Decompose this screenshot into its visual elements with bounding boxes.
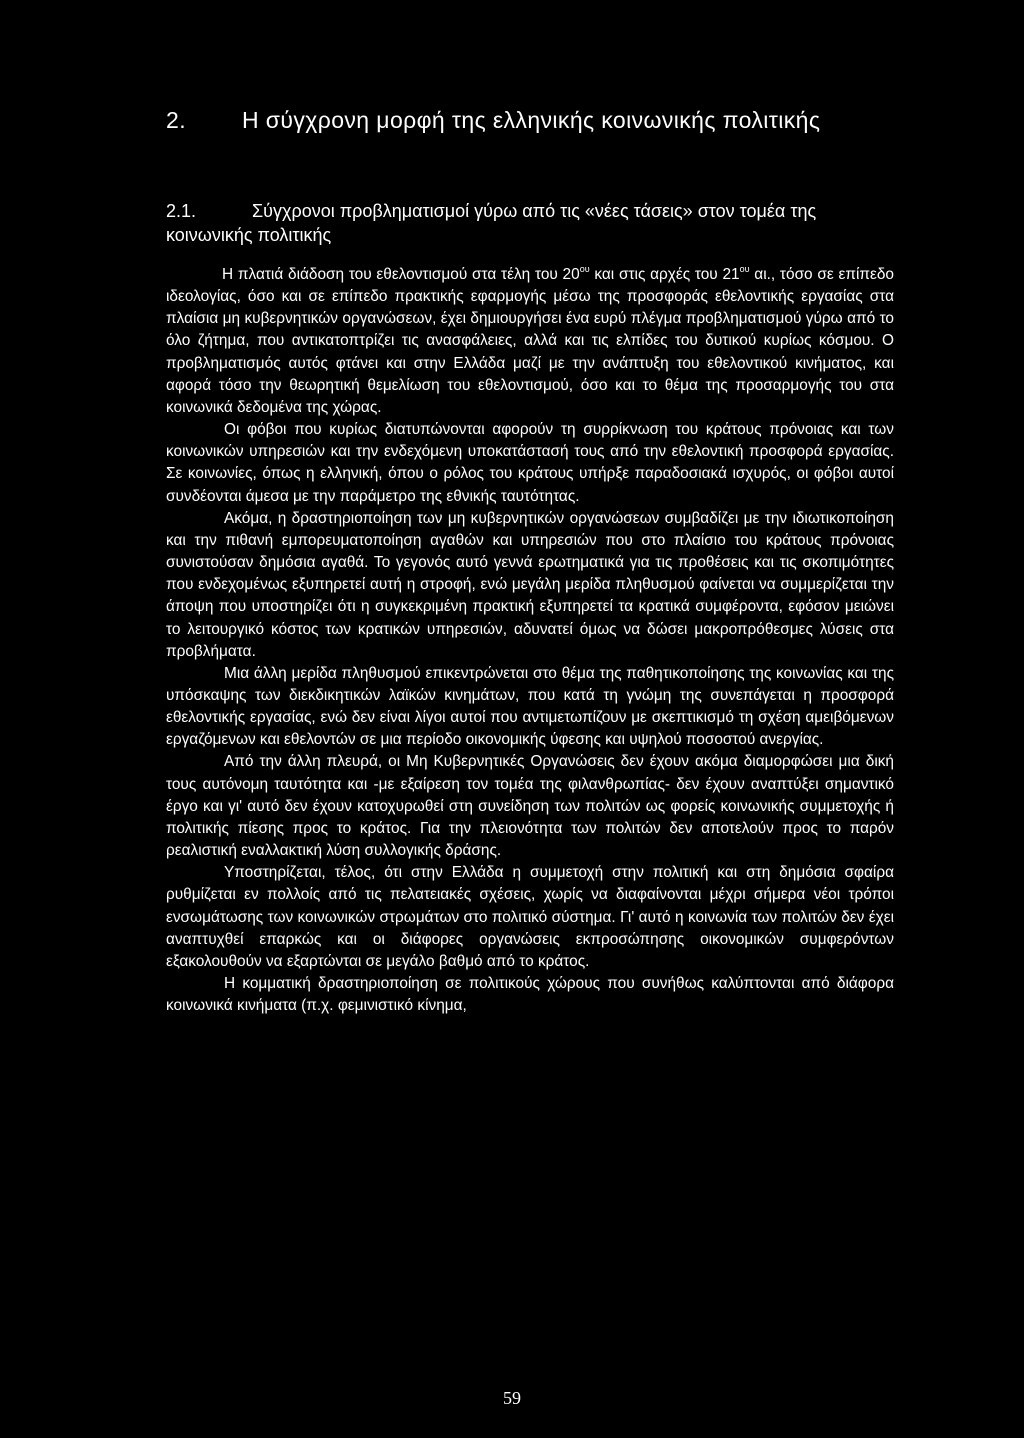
subsection-heading bbox=[166, 199, 896, 247]
subsection-number: 2.1. bbox=[166, 201, 197, 221]
paragraph-1-text-c: αι., τόσο σε επίπεδο ιδεολογίας, όσο και σε επίπεδο πρακτικής εφαρμογής μέσω της προσφοράς εθελοντικής εργασίας στα πλαίσια μη κυβερνητικών οργανώσεων, έχει δημιουργήσει ένα ευρύ πλέγμα προβληματισμού γύρω από το όλο ζήτημα, που αντικατοπτρίζει τις ανασφάλειες, αλλά και τις ελπίδες του δυτικού κυρίως κόσμου. Ο προβληματισμός αυτός φτάνει και στην Ελλάδα μαζί με την ανάπτυξη του εθελοντικού κινήματος, και αφορά τόσο την θεωρητική θεμελίωση του εθελοντισμού, όσο και το θέμα της προσαρμογής του στα κοινωνικά δεδομένα της χώρας. bbox=[166, 266, 894, 416]
paragraph-3: Ακόμα, η δραστηριοποίηση των μη κυβερνητικών οργανώσεων συμβαδίζει με την ιδιωτικοποίηση και την πιθανή εμπορευματοποίηση αγαθών και υπηρεσιών που στο πλαίσιο του κράτους πρόνοιας συνιστούσαν δημόσια αγαθά. Το γεγονός αυτό γεννά ερωτηματικά για τις προθέσεις και τις σκοπιμότητες που ενδεχομένως εξυπηρετεί αυτή η στροφή, ενώ μεγάλη μερίδα πληθυσμού φαίνεται να συμμερίζεται την άποψη που υποστηρίζει ότι η συγκεκριμένη πρακτική εξυπηρετεί τα κρατικά συμφέροντα, εφόσον μειώνει το λειτουργικό κόστος των κρατικών υπηρεσιών, αδυνατεί όμως να δώσει μακροπρόθεσμες λύσεις στα προβλήματα. bbox=[166, 509, 894, 660]
paragraph-2: Οι φόβοι που κυρίως διατυπώνονται αφορούν τη συρρίκνωση του κράτους πρόνοιας και των κοινωνικών υπηρεσιών και την ενδεχόμενη υποκατάστασή τους από την εθελοντική προσφορά εργασίας. Σε κοινωνίες, όπως η ελληνική, όπου ο ρόλος του κράτους υπήρξε παραδοσιακά ισχυρός, οι φόβοι αυτοί συνδέονται άμεσα με την παράμετρο της εθνικής ταυτότητας. bbox=[166, 421, 894, 505]
paragraph-6: Υποστηρίζεται, τέλος, ότι στην Ελλάδα η συμμετοχή στην πολιτική και στη δημόσια σφαίρα ρυθμίζεται εν πολλοίς από τις πελατειακές σχέσεις, χωρίς να διαφαίνονται μέχρι σήμερα νέοι τρόποι ενσωμάτωσης των κοινωνικών στρωμάτων στο πολιτικό σύστημα. Γι' αυτό η κοινωνία των πολιτών δεν έχει αναπτυχθεί επαρκώς και οι διάφορες οργανώσεις εκπροσώπησης οικονομικών συμφερόντων εξακολουθούν να εξαρτώνται σε μεγάλο βαθμό από το κράτος. bbox=[166, 864, 894, 970]
subsection-title: Σύγχρονοι προβληματισμοί γύρω από τις «νέες τάσεις» στον τομέα της κοινωνικής πολιτικής bbox=[166, 201, 817, 245]
section-heading bbox=[166, 104, 896, 136]
paragraph-1-text-a: Η πλατιά διάδοση του εθελοντισμού στα τέλη του 20 bbox=[222, 266, 580, 283]
paragraph-1 bbox=[166, 264, 894, 419]
section-number: 2. bbox=[166, 107, 186, 133]
paragraph-5: Από την άλλη πλευρά, οι Μη Κυβερνητικές Οργανώσεις δεν έχουν ακόμα διαμορφώσει μια δική τους αυτόνομη ταυτότητα και -με εξαίρεση τον τομέα της φιλανθρωπίας- δεν έχουν αναπτύξει σημαντικό έργο και γι' αυτό δεν έχουν κατοχυρωθεί στη συνείδηση των πολιτών ως φορείς κοινωνικής συμμετοχής ή πολιτικής πίεσης προς το κράτος. Για την πλειονότητα των πολιτών δεν αποτελούν προς το παρόν ρεαλιστική εναλλακτική λύση συλλογικής δράσης. bbox=[166, 753, 894, 860]
body-text bbox=[166, 264, 894, 1017]
section-title: Η σύγχρονη μορφή της ελληνικής κοινωνικής πολιτικής bbox=[241, 107, 821, 133]
paragraph-4: Μια άλλη μερίδα πληθυσμού επικεντρώνεται στο θέμα της παθητικοποίησης της κοινωνίας και της υπόσκαψης των διεκδικητικών λαϊκών κινημάτων, που κατά τη γνώμη της συνεπάγεται η προσφορά εθελοντικής εργασίας, ενώ δεν είναι λίγοι αυτοί που αντιμετωπίζουν με σκεπτικισμό τη σχέση αμειβόμενων εργαζόμενων και εθελοντών σε μια περίοδο οικονομικής ύφεσης και υψηλού ποσοστού ανεργίας. bbox=[166, 664, 894, 749]
paragraph-1-text-b: και στις αρχές του 21 bbox=[589, 266, 740, 283]
superscript-ou-1: ου bbox=[579, 264, 590, 274]
superscript-ou-2: ου bbox=[739, 264, 750, 274]
paragraph-7: Η κομματική δραστηριοποίηση σε πολιτικούς χώρους που συνήθως καλύπτονται από διάφορα κοινωνικά κινήματα (π.χ. φεμινιστικό κίνημα, bbox=[166, 975, 894, 1015]
page-number: 59 bbox=[503, 1388, 521, 1408]
